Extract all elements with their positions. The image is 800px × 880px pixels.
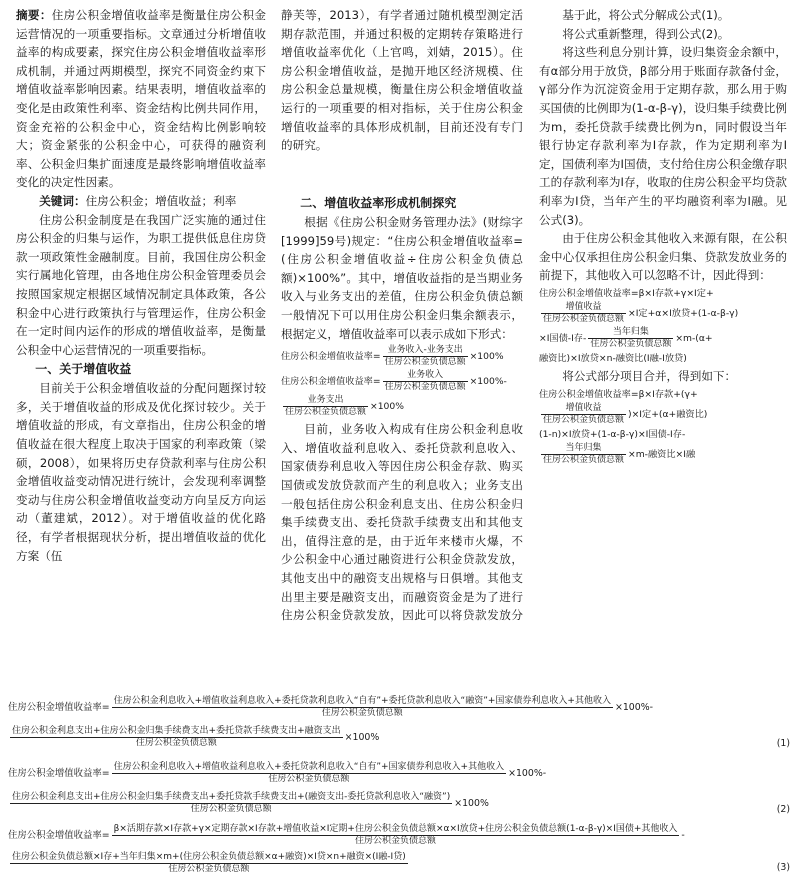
equation-1b-tail: ×100% <box>344 732 380 743</box>
equation-2-denominator: 住房公积金负债总额 <box>268 774 350 784</box>
formula-b-denominator: 住房公积金负债总额 <box>384 382 466 393</box>
equation-1-fraction <box>112 696 613 719</box>
formula-g1-denominator: 住房公积金负债总额 <box>543 313 625 324</box>
formula-c <box>281 395 523 418</box>
formula-b-fraction <box>383 370 468 393</box>
equation-1-lhs: 住房公积金增值收益率= <box>8 702 110 713</box>
equation-1-number: (1) <box>776 738 790 749</box>
formula-g2-denominator: 住房公积金负债总额 <box>590 338 672 349</box>
formula-g2-head: ×I国债-I存- <box>539 332 587 344</box>
col3-paragraph-3: 将这些利息分别计算，设归集资金余额中，有α部分用于放贷，β部分用于账面存款备付金，γ部分作为沉淀资金用于定期存款，那么用于购买国债的比例即为(1-α-β-γ)，设归集手续费比例为m，委托贷款手续费比例为n，同时假设当年银行协定存款利率为I存款，作为定期利率为I定，国债利率为I国债，支付给住房公积金缴存职工的存款利率为I存，收取的住房公积金平均贷款利率为I贷，当年产生的平均融资利率为I融。见公式(3)。 <box>539 45 787 227</box>
formula-h1-denominator: 住房公积金负债总额 <box>543 414 625 425</box>
formula-g2-numerator: 当年归集 <box>588 327 673 339</box>
abstract-label: 摘要： <box>16 8 52 22</box>
formula-h1-tail: )×I定+(α+融资比) <box>628 408 708 420</box>
equation-3-number: (3) <box>776 862 790 873</box>
section-1-heading: 一、关于增值收益 <box>35 362 132 377</box>
formula-h2: (1-n)×I放贷+(1-α-β-γ)×I国债-I存- <box>539 428 686 440</box>
formula-a-denominator: 住房公积金负债总额 <box>384 357 466 368</box>
formula-g1b <box>539 302 787 325</box>
section-1-continued-text: 静芙等，2013），有学者通过随机模型测定活期存款范围，并通过积极的定期转存策略进行增值收益率优化（上官鸣，刘婧，2015）。住房公积金增值收益，是抛开地区经济规模、住房公积金总量规模，衡量住房公积金增值收益运行的一项重要的相对指标，关于住房公积金增值收益率的具体形成机制，目前还没有专门的研究。 <box>281 8 523 153</box>
abstract-text: 住房公积金增值收益率是衡量住房公积金运营情况的一项重要指标。文章通过分析增值收益率的构成要素，探究住房公积金增值收益率形成机制，并通过两期模型，探究不同资金约束下增值收益率影响因素。结果表明，增值收益率的变化是由政策性利率、资金结构比例共同作用，资金充裕的公积金中心，资金结构比例影响较大；资金紧张的公积金中心，可获得的融资利率、公积金归集扩面速度是最终影响增值收益率变化的决定性因素。 <box>16 8 266 190</box>
equation-1b-denominator: 住房公积金负债总额 <box>135 738 217 748</box>
formula-b <box>281 370 523 393</box>
section-1-continued <box>281 6 523 193</box>
column-1 <box>16 6 266 577</box>
equation-1-denominator: 住房公积金负债总额 <box>321 708 403 718</box>
keywords-text: 住房公积金；增值收益；利率 <box>85 193 237 208</box>
equation-2b-fraction <box>10 792 452 815</box>
formula-h1-numerator: 增值收益 <box>541 403 626 415</box>
equation-2b-denominator: 住房公积金负债总额 <box>190 804 272 814</box>
equation-1 <box>8 696 792 719</box>
equation-3b <box>8 852 792 875</box>
equation-3-lhs: 住房公积金增值收益率= <box>8 830 110 841</box>
equation-2-numerator: 住房公积金利息收入+增值收益利息收入+委托贷款利息收入“自有”+国家债券利息收入+其他收入 <box>113 762 505 772</box>
formula-h1b <box>539 403 787 426</box>
equation-2-fraction <box>112 762 507 785</box>
formula-c-denominator: 住房公积金负债总额 <box>285 407 367 418</box>
equation-1b-numerator: 住房公积金利息支出+住房公积金归集手续费支出+委托贷款手续费支出+融资支出 <box>12 726 341 736</box>
formula-g3: 融资比)×I放贷×n-融资比(I融-I放贷) <box>539 352 687 364</box>
equation-2-tail: ×100%- <box>508 768 547 779</box>
keywords <box>16 192 266 211</box>
formula-c-fraction <box>283 395 368 418</box>
col3-paragraph-5: 将公式部分项目合并，得到如下： <box>562 368 737 383</box>
equation-2 <box>8 762 792 785</box>
equation-3-fraction <box>112 824 680 847</box>
equation-3b-denominator: 住房公积金负债总额 <box>168 864 250 874</box>
section-2-heading: 二、增值收益率形成机制探究 <box>300 196 457 210</box>
equation-1-numerator: 住房公积金利息收入+增值收益利息收入+委托贷款利息收入“自有”+委托贷款利息收入“融资”+国家债券利息收入+其他收入 <box>113 696 611 706</box>
formula-a <box>281 345 523 368</box>
formula-a-fraction <box>383 345 468 368</box>
formula-c-numerator: 业务支出 <box>283 395 368 407</box>
equation-2-lhs: 住房公积金增值收益率= <box>8 768 110 779</box>
formula-h1-lhs: 住房公积金增值收益率=β×I存款+(γ+ <box>539 388 698 400</box>
section-1-paragraph: 目前关于公积金增值收益的分配问题探讨较多，关于增值收益的形成及优化探讨较少。关于增值收益的形成，有文章指出，住房公积金的增值收益在很大程度上取决于国家的利率政策（梁硕，2008），如果将历史存贷款利率与住房公积金增值收益变动情况进行统计，会发现利率调整变动与住房公积金增值收益变动方向呈反方向运动（董建斌，2012）。对于增值收益的优化路径，有学者根据现状分析，提出增值收益的优化方案（伍 <box>16 381 266 563</box>
column-3 <box>539 6 787 468</box>
formula-h3-denominator: 住房公积金负债总额 <box>543 454 625 465</box>
keywords-label: 关键词： <box>39 193 86 208</box>
equation-3b-numerator: 住房公积金负债总额×I存+当年归集×m+(住房公积金负债总额×α+融资)×I贷×n+融资×(I融-I贷) <box>12 852 406 862</box>
formula-g1-lhs: 住房公积金增值收益率=β×I存款+γ×I定+ <box>539 287 714 299</box>
equation-3-numerator: β×活期存款×I存款+γ×定期存款×I存款+增值收益×I定期+住房公积金负债总额×α×I放贷+住房公积金负债总额(1-α-β-γ)×I国债+其他收入 <box>113 824 678 834</box>
formula-b-tail: ×100%- <box>469 376 507 388</box>
col3-paragraph-2: 将公式重新整理，得到公式(2)。 <box>562 26 730 41</box>
equation-1b <box>8 726 792 749</box>
formula-g2-fraction <box>588 327 673 350</box>
formula-c-tail: ×100% <box>370 401 404 413</box>
intro-paragraph: 住房公积金制度是在我国广泛实施的通过住房公积金的归集与运作，为职工提供低息住房贷款一项政策性金融制度。目前，我国住房公积金实行属地化管理，由各地住房公积金管理委员会按照国家规定根据区域情况制定具体政策，各公积金中心进行政策执行与管理运作，住房公积金在一定时间内运作的形成的增值收益率，是衡量公积金中心运营情况的一项重要指标。 <box>16 212 266 357</box>
section-2-paragraph-1: 根据《住房公积金财务管理办法》(财综字[1999]59号)规定：“住房公积金增值收益率=(住房公积金增值收益÷住房公积金负债总额)×100%”。其中，增值收益指的是当期业务收入与业务支出的差值，住房公积金负债总额一般情况下可以用住房公积金归集余额表示，根据定义，增值收益率可以表示成如下形式： <box>281 215 523 341</box>
col3-paragraph-4: 由于住房公积金其他收入来源有限，在公积金中心仅承担住房公积金归集、贷款发放业务的前提下，其他收入可以忽略不计，因此得到： <box>539 231 787 283</box>
formula-g2-tail: ×m-(α+ <box>675 332 713 344</box>
formula-h3 <box>539 443 787 466</box>
formula-h1 <box>539 388 787 401</box>
equation-2b-tail: ×100% <box>454 798 489 809</box>
formula-h3-numerator: 当年归集 <box>541 443 626 455</box>
abstract <box>16 6 266 192</box>
equation-3b-fraction <box>10 852 408 875</box>
formula-a-tail: ×100% <box>469 351 504 363</box>
formula-h1-fraction <box>541 403 626 426</box>
formula-h3-fraction <box>541 443 626 466</box>
section-2-paragraph-2: 目前，业务收入构成有住房公积金利息收入、增值收益利息收入、委托贷款利息收入、国家债券利息收入等因住房公积金存款、购买国债或发放贷款而产生的利息收入；业务支出一般包括住房公积金利息支出、住房公积金归集手续费支出、委托贷款手续费支出和其他支出，值得注意的是，由于近年来楼市火爆，不少公积金中心通过融资进行公积金贷款发放，其他支出中的融资支出规格与日俱增。其他支出里主要是融资支出，而融资资金是为了进行住房公积金贷款发放，因此可以将贷款发放分 <box>281 422 523 623</box>
equation-3 <box>8 824 792 847</box>
formula-g1 <box>539 287 787 300</box>
equation-1-tail: ×100%- <box>614 702 654 713</box>
formula-g2 <box>539 327 787 350</box>
formula-b-numerator: 业务收入 <box>383 370 468 382</box>
col3-paragraph-1: 基于此，将公式分解成公式(1)。 <box>562 8 730 22</box>
equation-1b-fraction <box>10 726 343 749</box>
formula-g1-tail: ×I定+α×I放贷+(1-α-β-γ) <box>628 307 739 319</box>
equation-3-tail: - <box>681 830 685 841</box>
formula-a-lhs: 住房公积金增值收益率= <box>281 351 381 363</box>
equation-2b <box>8 792 792 815</box>
equation-2-number: (2) <box>776 804 790 815</box>
formula-g1-fraction <box>541 302 626 325</box>
formula-a-numerator: 业务收入-业务支出 <box>383 345 468 357</box>
formula-g1-numerator: 增值收益 <box>541 302 626 314</box>
column-2 <box>281 6 523 626</box>
equation-3-denominator: 住房公积金负债总额 <box>355 836 437 846</box>
formula-b-lhs: 住房公积金增值收益率= <box>281 376 381 388</box>
formula-h3-tail: ×m-融资比×I融 <box>628 448 696 460</box>
equation-2b-numerator: 住房公积金利息支出+住房公积金归集手续费支出+委托贷款手续费支出+(融资支出-委托贷款利息收入“融资”) <box>12 792 451 802</box>
